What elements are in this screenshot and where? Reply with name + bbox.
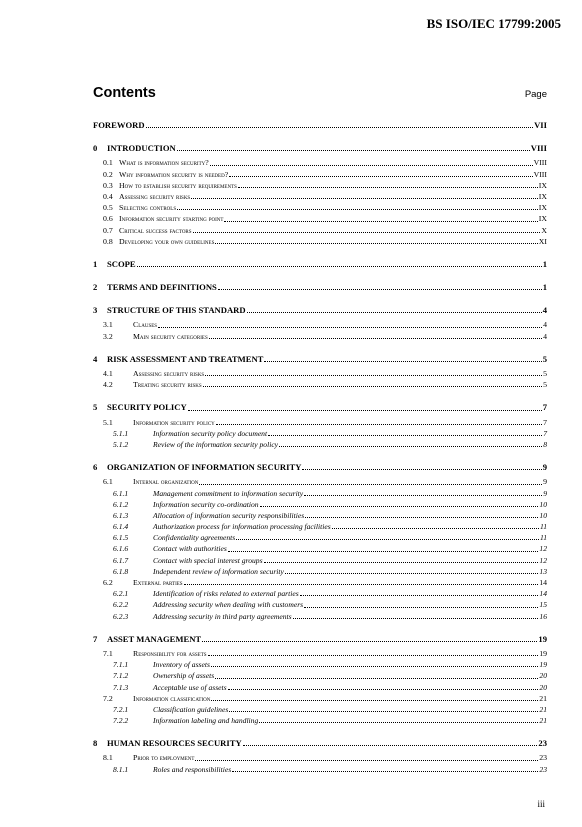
toc-entry-level-2[interactable] xyxy=(93,670,547,681)
toc-entry-level-0[interactable] xyxy=(93,305,547,316)
toc-entry-number: 6.1.8 xyxy=(113,566,129,576)
toc-entry-number: 8.1 xyxy=(103,753,113,763)
toc-entry-level-2[interactable] xyxy=(93,510,547,521)
dot-leader xyxy=(177,209,538,210)
toc-entry-page: VIII xyxy=(533,169,547,179)
toc-entry-title: Critical success factors xyxy=(119,225,192,235)
toc-entry-number: 0.6 xyxy=(103,214,113,224)
toc-entry-page: 14 xyxy=(539,578,547,587)
toc-entry-title: Assessing security risks xyxy=(133,369,205,378)
toc-entry-title: Clauses xyxy=(133,320,158,330)
table-of-contents xyxy=(93,120,547,775)
toc-entry-title: Management commitment to information security xyxy=(153,488,304,498)
toc-entry-level-1[interactable] xyxy=(93,331,547,342)
toc-entry-page: XI xyxy=(538,236,547,246)
toc-entry-page: 19 xyxy=(538,633,547,644)
toc-entry-number: 8.1.1 xyxy=(113,764,129,774)
dot-leader xyxy=(215,243,537,244)
toc-entry-number: 0.5 xyxy=(103,203,113,213)
toc-entry-page: 5 xyxy=(543,380,547,390)
toc-entry-number: 6.2.3 xyxy=(113,611,129,621)
toc-entry-number: 6.1.6 xyxy=(113,544,129,554)
toc-entry-level-1[interactable] xyxy=(93,236,547,247)
toc-entry-page: IX xyxy=(538,203,547,213)
toc-entry-level-2[interactable] xyxy=(93,532,547,543)
dot-leader xyxy=(259,722,538,723)
dot-leader xyxy=(203,386,542,387)
toc-entry-number: 6.2 xyxy=(103,578,113,587)
dot-leader xyxy=(158,327,542,328)
toc-entry-number: 0.2 xyxy=(103,169,113,179)
toc-entry-number: 7 xyxy=(93,633,98,644)
toc-entry-page: 20 xyxy=(539,671,547,681)
toc-entry-page: 21 xyxy=(539,716,547,726)
toc-entry-title: Addressing security when dealing with customers xyxy=(153,600,304,610)
toc-entry-level-2[interactable] xyxy=(93,715,547,726)
toc-entry-page: VIII xyxy=(533,158,547,168)
toc-entry-title: Treating security risks xyxy=(133,380,202,390)
toc-entry-title: Assessing security risks xyxy=(119,191,191,201)
toc-entry-page: 15 xyxy=(539,600,547,610)
dot-leader xyxy=(216,424,542,425)
toc-entry-level-1[interactable] xyxy=(93,476,547,487)
toc-entry-level-0[interactable] xyxy=(93,120,547,131)
toc-entry-level-0[interactable] xyxy=(93,402,547,413)
toc-entry-level-2[interactable] xyxy=(93,611,547,622)
toc-entry-page: 12 xyxy=(539,544,547,554)
toc-entry-level-0[interactable] xyxy=(93,634,547,645)
toc-entry-page: 20 xyxy=(539,682,547,692)
toc-entry-number: 0.8 xyxy=(103,236,113,246)
toc-entry-title: STRUCTURE OF THIS STANDARD xyxy=(107,305,246,316)
dot-leader xyxy=(146,127,534,128)
dot-leader xyxy=(302,469,541,470)
toc-entry-title: Acceptable use of assets xyxy=(153,682,227,692)
dot-leader xyxy=(293,618,539,619)
toc-entry-title: Information security starting point xyxy=(119,214,224,224)
toc-entry-level-0[interactable] xyxy=(93,259,547,270)
toc-entry-level-1[interactable] xyxy=(93,752,547,763)
toc-entry-page: IX xyxy=(538,214,547,224)
toc-entry-page: VII xyxy=(534,120,547,130)
toc-entry-level-1[interactable] xyxy=(93,157,547,168)
dot-leader xyxy=(208,655,539,656)
dot-leader xyxy=(202,641,537,642)
toc-entry-title: Information security co-ordination xyxy=(153,499,259,509)
toc-entry-title: RISK ASSESSMENT AND TREATMENT xyxy=(107,353,264,364)
toc-entry-number: 0.3 xyxy=(103,180,113,190)
toc-entry-title: Information security policy xyxy=(133,417,215,427)
toc-entry-title: Information labeling and handling xyxy=(153,716,259,726)
dot-leader xyxy=(211,700,538,701)
toc-entry-page: 7 xyxy=(543,417,547,427)
toc-entry-level-2[interactable] xyxy=(93,588,547,599)
toc-entry-title: External parties xyxy=(133,578,183,587)
dot-leader xyxy=(228,551,539,552)
toc-entry-number: 0.7 xyxy=(103,225,113,235)
toc-entry-page: X xyxy=(541,225,547,235)
toc-entry-title: Roles and responsibilities xyxy=(153,764,232,774)
toc-entry-page: 8 xyxy=(543,439,547,449)
toc-entry-title: Inventory of assets xyxy=(153,660,210,670)
dot-leader xyxy=(279,446,542,447)
toc-entry-page: 12 xyxy=(539,555,547,565)
dot-leader xyxy=(304,607,538,608)
toc-entry-title: Independent review of information security xyxy=(153,566,284,576)
toc-entry-title: Review of the information security policy xyxy=(153,439,279,449)
toc-entry-page: 4 xyxy=(543,331,547,341)
toc-entry-title: Internal organization xyxy=(133,477,199,487)
dot-leader xyxy=(264,562,539,563)
toc-entry-number: 0 xyxy=(93,143,98,154)
toc-entry-title: Main security categories xyxy=(133,331,208,341)
toc-entry-page: 1 xyxy=(542,258,547,269)
toc-entry-page: 9 xyxy=(543,488,547,498)
toc-entry-level-2[interactable] xyxy=(93,599,547,610)
toc-entry-number: 7.2 xyxy=(103,693,113,703)
toc-entry-number: 7.2.2 xyxy=(113,716,129,726)
toc-entry-number: 6.1.3 xyxy=(113,510,129,520)
toc-entry-level-2[interactable] xyxy=(93,704,547,715)
toc-entry-level-2[interactable] xyxy=(93,682,547,693)
toc-entry-page: 23 xyxy=(539,764,547,774)
toc-entry-title: SCOPE xyxy=(107,258,136,269)
dot-leader xyxy=(285,573,539,574)
toc-entry-title: Confidentiality agreements xyxy=(153,533,236,543)
toc-entry-page: IX xyxy=(538,191,547,201)
toc-entry-title: Ownership of assets xyxy=(153,671,215,681)
toc-entry-title: HUMAN RESOURCES SECURITY xyxy=(107,738,242,749)
dot-leader xyxy=(243,745,538,746)
toc-entry-page: 9 xyxy=(542,462,547,473)
toc-entry-level-2[interactable] xyxy=(93,543,547,554)
toc-entry-page: 10 xyxy=(539,499,547,509)
dot-leader xyxy=(191,198,538,199)
toc-entry-title: Contact with special interest groups xyxy=(153,555,263,565)
toc-entry-level-2[interactable] xyxy=(93,521,547,532)
page-title: Contents xyxy=(93,85,156,101)
toc-entry-title: ASSET MANAGEMENT xyxy=(107,633,202,644)
dot-leader xyxy=(195,760,538,761)
toc-entry-level-1[interactable] xyxy=(93,693,547,704)
toc-entry-level-2[interactable] xyxy=(93,555,547,566)
toc-entry-level-2[interactable] xyxy=(93,659,547,670)
dot-leader xyxy=(199,484,542,485)
toc-entry-level-1[interactable] xyxy=(93,648,547,659)
toc-entry-number: 6.1.5 xyxy=(113,533,129,543)
toc-entry-title: TERMS AND DEFINITIONS xyxy=(107,282,217,293)
toc-entry-title: Developing your own guidelines xyxy=(119,236,215,246)
toc-entry-page: 5 xyxy=(543,369,547,378)
toc-entry-page: 21 xyxy=(539,704,547,714)
toc-entry-page: IX xyxy=(538,180,547,190)
toc-entry-number: 7.1 xyxy=(103,648,113,658)
dot-leader xyxy=(238,187,538,188)
toc-entry-title: Authorization process for information processing facilities xyxy=(153,522,331,532)
toc-entry-level-1[interactable] xyxy=(93,368,547,379)
dot-leader xyxy=(184,584,539,585)
toc-entry-level-1[interactable] xyxy=(93,191,547,202)
dot-leader xyxy=(210,165,533,166)
dot-leader xyxy=(305,517,538,518)
toc-entry-level-1[interactable] xyxy=(93,202,547,213)
toc-entry-page: 16 xyxy=(539,611,547,621)
dot-leader xyxy=(260,506,539,507)
dot-leader xyxy=(229,176,532,177)
toc-entry-number: 6.2.2 xyxy=(113,600,129,610)
toc-entry-page: 21 xyxy=(539,693,547,703)
toc-entry-page: 7 xyxy=(542,402,547,413)
toc-entry-page: 4 xyxy=(542,305,547,316)
toc-entry-number: 4.1 xyxy=(103,369,113,378)
toc-entry-title: Allocation of information security responsibilities xyxy=(153,510,305,520)
dot-leader xyxy=(264,361,541,362)
toc-entry-page: 4 xyxy=(543,320,547,330)
toc-entry-number: 0.4 xyxy=(103,191,113,201)
dot-leader xyxy=(228,689,539,690)
toc-entry-level-1[interactable] xyxy=(93,319,547,330)
toc-entry-title: FOREWORD xyxy=(93,120,145,130)
dot-leader xyxy=(224,221,537,222)
toc-entry-page: 23 xyxy=(538,738,547,749)
toc-entry-level-0[interactable] xyxy=(93,354,547,365)
toc-entry-level-2[interactable] xyxy=(93,499,547,510)
toc-entry-page: 1 xyxy=(542,282,547,293)
toc-entry-level-1[interactable] xyxy=(93,225,547,236)
toc-entry-number: 6.1.4 xyxy=(113,522,129,532)
toc-entry-number: 6 xyxy=(93,462,98,473)
toc-entry-level-1[interactable] xyxy=(93,180,547,191)
toc-entry-number: 6.1.2 xyxy=(113,499,129,509)
toc-entry-number: 6.1 xyxy=(103,477,113,487)
toc-entry-number: 4.2 xyxy=(103,380,113,390)
toc-entry-level-1[interactable] xyxy=(93,417,547,428)
dot-leader xyxy=(211,666,538,667)
dot-leader xyxy=(218,289,542,290)
toc-entry-page: 5 xyxy=(542,353,547,364)
toc-entry-level-0[interactable] xyxy=(93,462,547,473)
toc-entry-page: 9 xyxy=(543,477,547,487)
dot-leader xyxy=(137,266,542,267)
page-number: iii xyxy=(537,799,545,809)
toc-entry-number: 4 xyxy=(93,353,98,364)
toc-entry-level-0[interactable] xyxy=(93,282,547,293)
toc-entry-title: Why information security is needed? xyxy=(119,169,229,179)
toc-entry-title: ORGANIZATION OF INFORMATION SECURITY xyxy=(107,462,302,473)
toc-entry-title: Responsibility for assets xyxy=(133,648,207,658)
dot-leader xyxy=(232,771,538,772)
toc-entry-title: Prior to employment xyxy=(133,753,195,763)
toc-entry-page: 7 xyxy=(543,428,547,438)
toc-entry-title: How to establish security requirements xyxy=(119,180,237,190)
toc-entry-number: 7.1.1 xyxy=(113,660,129,670)
toc-entry-number: 7.1.2 xyxy=(113,671,129,681)
toc-entry-level-2[interactable] xyxy=(93,428,547,439)
page-column-label: Page xyxy=(524,89,547,100)
dot-leader xyxy=(205,375,542,376)
toc-entry-number: 7.1.3 xyxy=(113,682,129,692)
toc-entry-number: 0.1 xyxy=(103,158,113,168)
toc-entry-number: 3.2 xyxy=(103,331,113,341)
toc-entry-page: 13 xyxy=(539,566,547,576)
toc-entry-number: 6.2.1 xyxy=(113,589,129,599)
toc-entry-title: Contact with authorities xyxy=(153,544,227,554)
toc-entry-number: 3.1 xyxy=(103,320,113,330)
dot-leader xyxy=(193,232,541,233)
toc-entry-title: What is information security? xyxy=(119,158,209,168)
toc-entry-page: 11 xyxy=(539,533,547,543)
toc-entry-number: 6.1.1 xyxy=(113,488,129,498)
toc-entry-number: 1 xyxy=(93,258,98,269)
toc-entry-level-1[interactable] xyxy=(93,169,547,180)
dot-leader xyxy=(268,435,542,436)
toc-entry-level-2[interactable] xyxy=(93,764,547,775)
toc-entry-title: Classification guidelines xyxy=(153,704,229,714)
toc-entry-level-2[interactable] xyxy=(93,439,547,450)
toc-entry-page: 19 xyxy=(539,660,547,670)
toc-entry-title: Identification of risks related to external parties xyxy=(153,589,299,599)
toc-entry-title: Addressing security in third party agreements xyxy=(153,611,292,621)
toc-entry-number: 3 xyxy=(93,305,98,316)
toc-entry-page: 14 xyxy=(539,589,547,599)
toc-entry-title: Information security policy document xyxy=(153,428,268,438)
dot-leader xyxy=(300,595,539,596)
dot-leader xyxy=(215,678,538,679)
toc-entry-level-2[interactable] xyxy=(93,488,547,499)
toc-entry-number: 2 xyxy=(93,282,98,293)
toc-entry-page: 11 xyxy=(539,522,547,532)
toc-entry-page: 19 xyxy=(539,648,547,658)
toc-entry-number: 6.1.7 xyxy=(113,555,129,565)
toc-entry-page: VIII xyxy=(530,143,547,154)
toc-entry-number: 5.1.2 xyxy=(113,439,129,449)
dot-leader xyxy=(332,528,539,529)
toc-entry-page: 23 xyxy=(539,753,547,763)
document-code: BS ISO/IEC 17799:2005 xyxy=(426,16,561,31)
toc-entry-number: 7.2.1 xyxy=(113,704,129,714)
dot-leader xyxy=(177,150,530,151)
dot-leader xyxy=(188,410,542,411)
toc-entry-title: Selecting controls xyxy=(119,203,177,213)
toc-entry-level-1[interactable] xyxy=(93,577,547,588)
toc-entry-level-1[interactable] xyxy=(93,213,547,224)
dot-leader xyxy=(304,495,542,496)
toc-entry-title: INTRODUCTION xyxy=(107,143,176,154)
toc-entry-number: 5.1.1 xyxy=(113,428,129,438)
toc-entry-level-2[interactable] xyxy=(93,566,547,577)
dot-leader xyxy=(209,338,542,339)
toc-entry-number: 5 xyxy=(93,402,98,413)
toc-entry-level-0[interactable] xyxy=(93,143,547,154)
toc-entry-number: 8 xyxy=(93,738,98,749)
toc-entry-level-0[interactable] xyxy=(93,738,547,749)
dot-leader xyxy=(229,711,538,712)
toc-entry-number: 5.1 xyxy=(103,417,113,427)
toc-entry-level-1[interactable] xyxy=(93,379,547,390)
toc-entry-title: Information classification xyxy=(133,693,211,703)
toc-entry-title: SECURITY POLICY xyxy=(107,402,187,413)
toc-entry-page: 10 xyxy=(539,510,547,520)
dot-leader xyxy=(236,539,539,540)
dot-leader xyxy=(247,312,542,313)
